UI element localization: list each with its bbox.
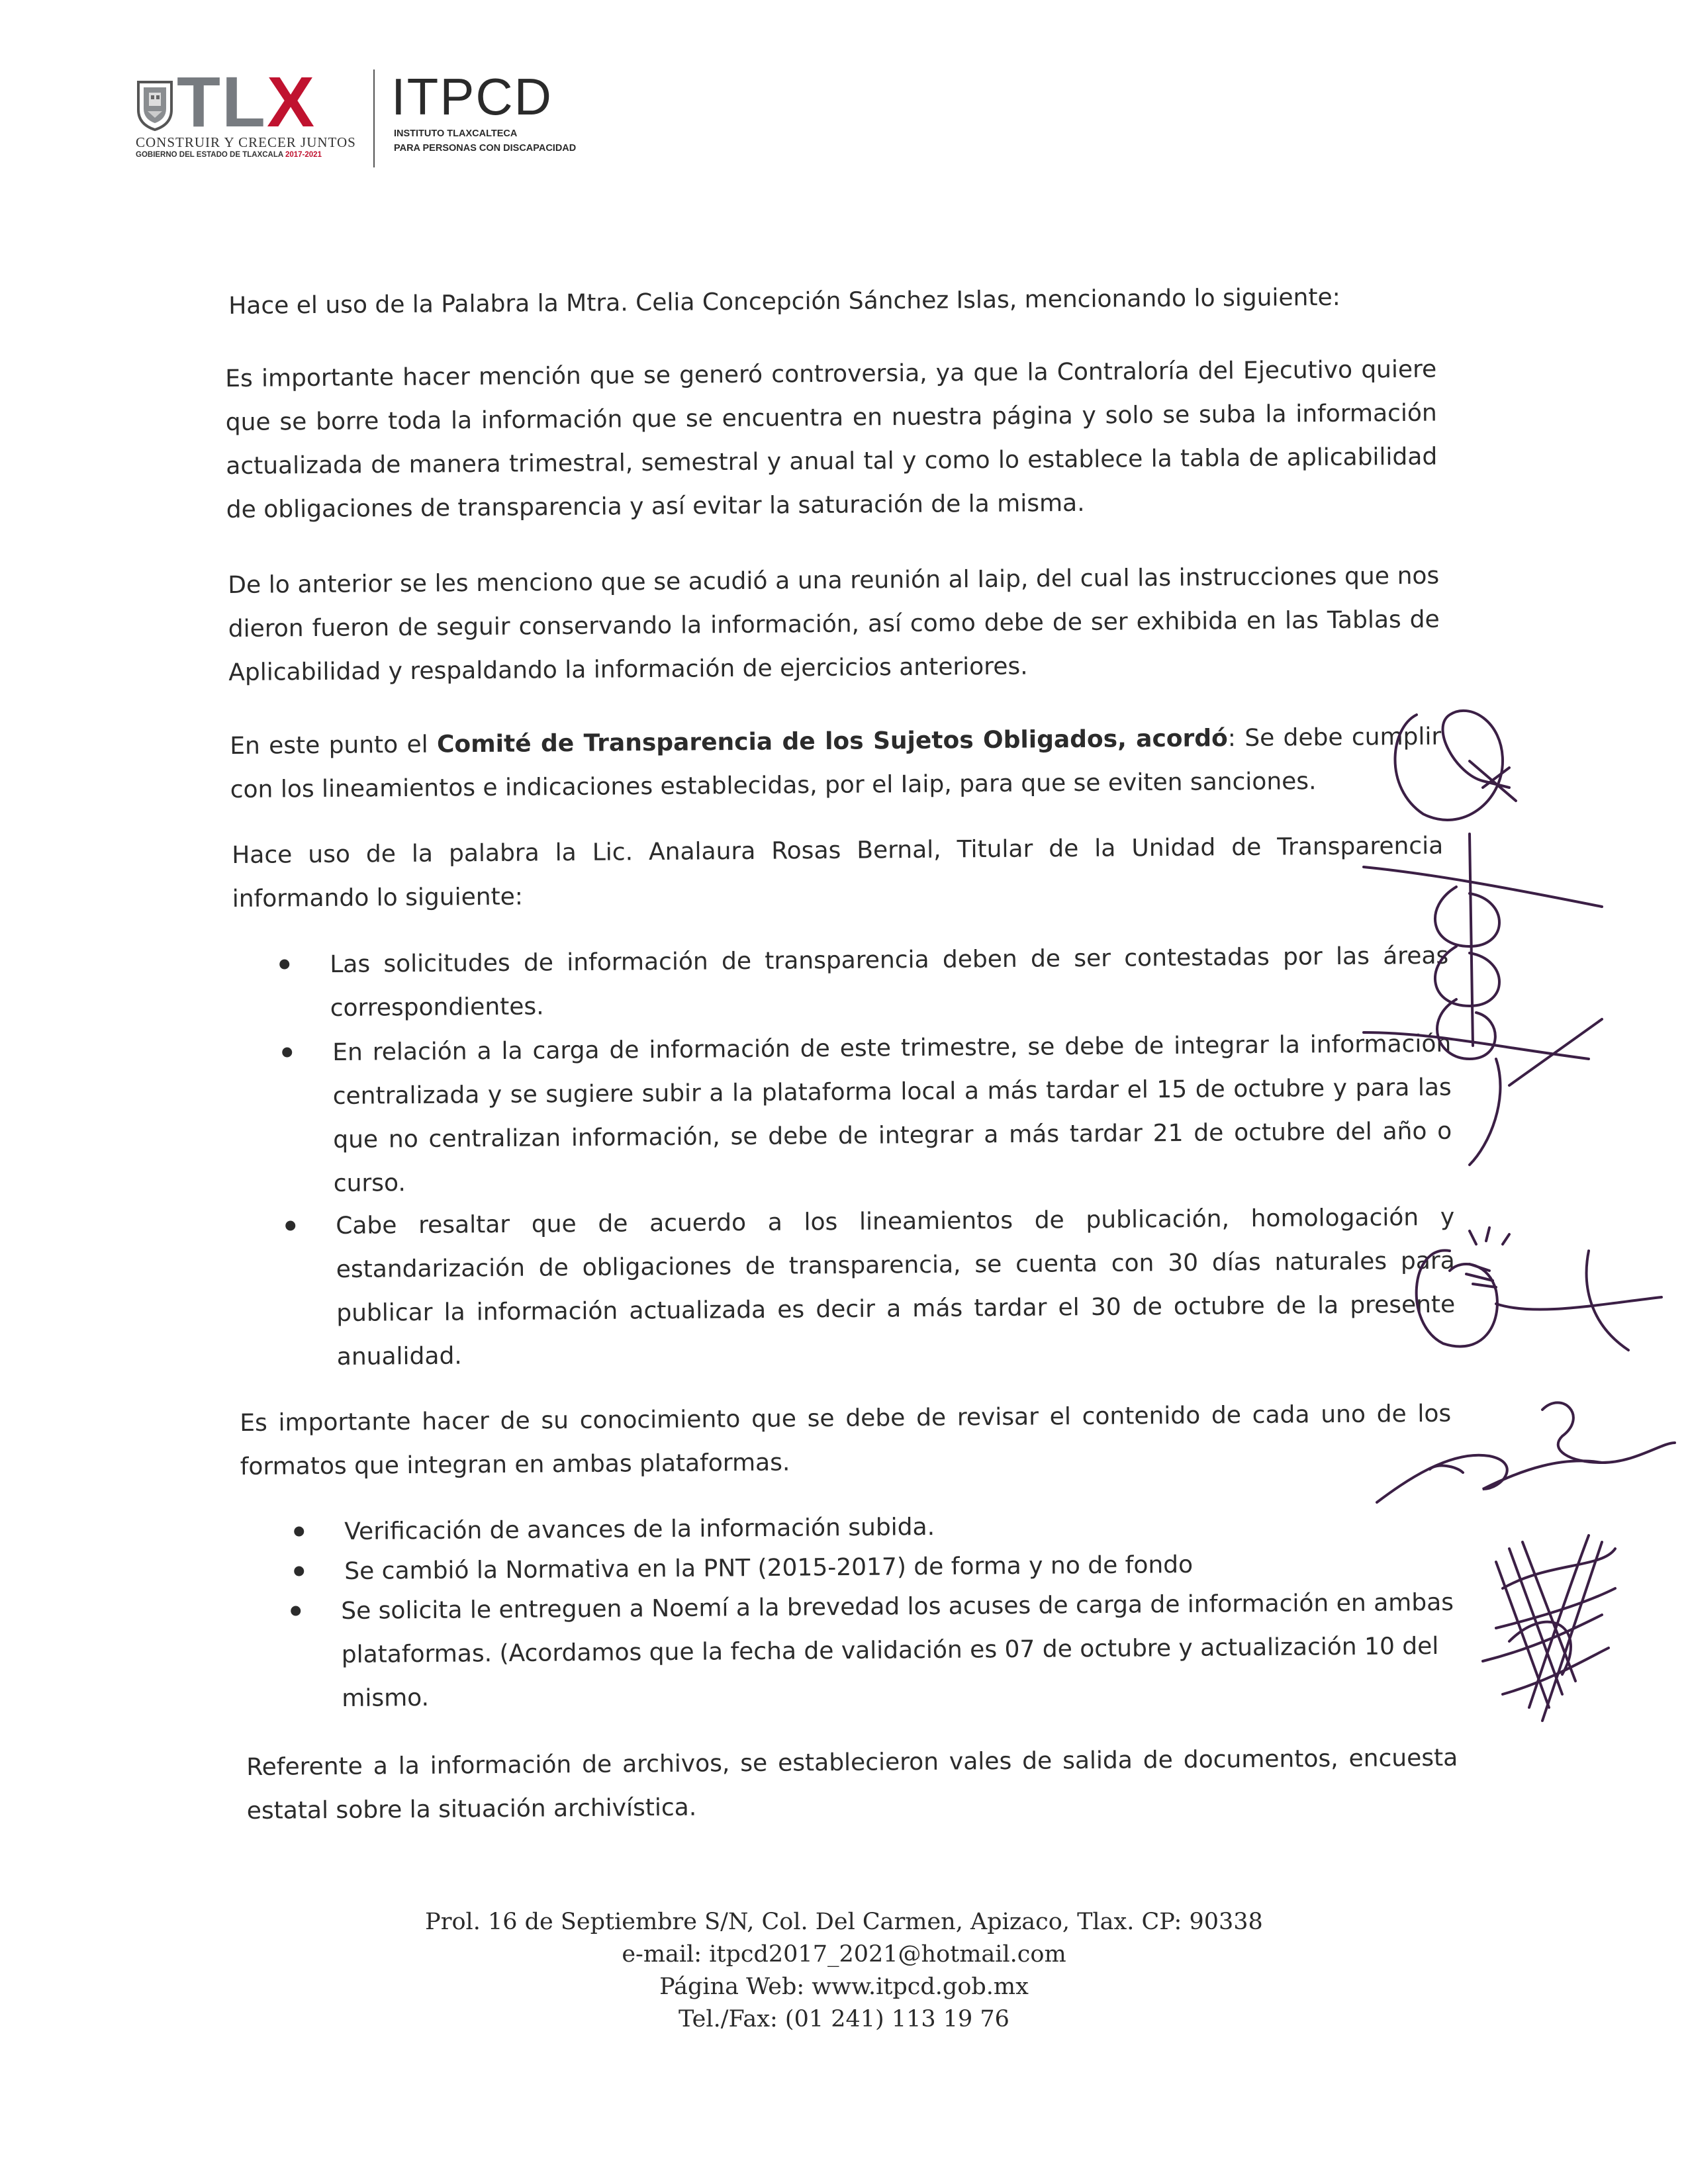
signature-3-icon	[1417, 1228, 1662, 1350]
government-line: GOBIERNO DEL ESTADO DE TLAXCALA 2017-2021	[136, 151, 322, 159]
bullet-dot	[291, 1606, 301, 1615]
paragraph-transparency-unit: Hace uso de la palabra la Lic. Analaura Rosas Bernal, Titular de la Unidad de Transparencia informando lo siguiente:	[232, 832, 1444, 913]
list-item: En relación a la carga de información de este trimestre, se debe de integrar la información centralizada y se sugiere subir a la plataforma local a más tardar el 15 de octubre y para las que no centralizan información, se debe de integrar a más tardar 21 de octubre del año o curso.	[332, 1023, 1452, 1206]
footer-phone: Tel./Fax: (01 241) 113 19 76	[679, 2006, 1009, 2032]
letterhead	[136, 62, 639, 172]
paragraph-controversy: Es importante hacer mención que se generó controversia, ya que la Contraloría del Ejecutivo quiere que se borre toda la información que se encuentra en nuestra página y solo se suba la información actualizada de manera trimestral, semestral y anual tal y como lo establece la tabla de aplicabilidad de obligaciones de transparencia y así evitar la saturación de la misma.	[225, 355, 1438, 523]
list-item: Cabe resaltar que de acuerdo a los lineamientos de publicación, homologación y estandarización de obligaciones de transparencia, se cuenta con 30 días naturales para publicar la información actualizada es decir a más tardar el 30 de octubre de la presente anualidad.	[336, 1196, 1456, 1379]
signature-4-icon	[1377, 1402, 1675, 1502]
bullet-dot	[282, 1047, 292, 1057]
header-divider	[373, 69, 375, 167]
institute-name-line-1: INSTITUTO TLAXCALTECA	[394, 128, 518, 139]
list-item: Se cambió la Normativa en la PNT (2015-2017) de forma y no de fondo	[344, 1541, 1470, 1594]
paragraph-iaip-meeting: De lo anterior se les menciono que se acudió a una reunión al Iaip, del cual las instrucciones que nos dieron fueron de seguir conservando la información, así como debe de ser exhibida en las Tablas de Aplicabilidad y respaldando la información de ejercicios anteriores.	[228, 562, 1440, 686]
paragraph-intro-speaker: Hace el uso de la Palabra la Mtra. Celia Concepción Sánchez Islas, mencionando lo siguiente:	[228, 283, 1340, 320]
tlx-logo: TLX	[177, 62, 316, 142]
margin-signatures	[1350, 688, 1681, 1760]
bullet-dot	[294, 1566, 304, 1576]
list-item: Se solicita le entreguen a Noemí a la brevedad los acuses de carga de información en ambas plataformas. (Acordamos que la fecha de validación es 07 de octubre y actualización 10 del mismo.	[341, 1581, 1468, 1721]
committee-name-bold: Comité de Transparencia de los Sujetos Obligados, acordó	[436, 725, 1228, 758]
footer-email: e-mail: itpcd2017_2021@hotmail.com	[622, 1941, 1066, 1968]
tlaxcala-coat-of-arms-icon	[136, 78, 174, 131]
paragraph-committee-agreement: En este punto el Comité de Transparencia de los Sujetos Obligados, acordó: Se debe cumplir con los lineamientos e indicaciones establecidas, por el Iaip, para que se eviten sanciones.	[230, 723, 1442, 803]
footer-website: Página Web: www.itpcd.gob.mx	[659, 1974, 1029, 2000]
signature-1-icon	[1395, 711, 1517, 820]
footer-contact	[0, 1906, 1688, 2036]
list-item: Las solicitudes de información de transparencia deben de ser contestadas por las áreas correspondientes.	[330, 934, 1449, 1030]
bullet-dot	[279, 959, 289, 969]
list-item: Verificación de avances de la información subida.	[344, 1502, 1470, 1554]
signature-5-icon	[1483, 1535, 1615, 1721]
government-slogan: CONSTRUIR Y CRECER JUNTOS	[136, 134, 356, 150]
institute-name-line-2: PARA PERSONAS CON DISCAPACIDAD	[394, 143, 577, 154]
itpcd-logo: ITPCD	[391, 68, 553, 126]
paragraph-archives: Referente a la información de archivos, se establecieron vales de salida de documentos, encuesta estatal sobre la situación archivística.	[246, 1744, 1458, 1825]
signature-2-icon	[1364, 834, 1602, 1165]
footer-address: Prol. 16 de Septiembre S/N, Col. Del Carmen, Apizaco, Tlax. CP: 90338	[425, 1909, 1263, 1935]
paragraph-review-formats: Es importante hacer de su conocimiento que se debe de revisar el contenido de cada uno de los formatos que integran en ambas plataformas.	[240, 1400, 1452, 1480]
bullet-dot	[294, 1526, 304, 1536]
bullet-dot	[285, 1220, 295, 1230]
